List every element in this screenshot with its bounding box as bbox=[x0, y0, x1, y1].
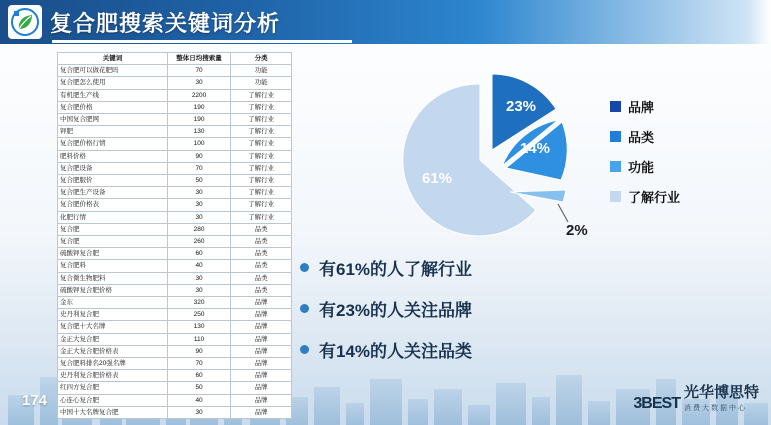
legend-label: 品牌 bbox=[628, 100, 655, 115]
cell-keyword: 中国十大名牌复合肥 bbox=[58, 406, 168, 418]
cell-category: 品牌 bbox=[231, 382, 292, 394]
cell-keyword: 史丹利复合肥价格表 bbox=[58, 370, 168, 382]
table-row bbox=[58, 272, 292, 284]
table-row bbox=[58, 370, 292, 382]
cell-category: 了解行业 bbox=[231, 114, 292, 126]
table-row bbox=[58, 394, 292, 406]
cell-keyword: 肥料价格 bbox=[58, 150, 168, 162]
cell-keyword: 复合肥怎么使用 bbox=[58, 77, 168, 89]
bullet-item bbox=[300, 337, 630, 362]
table-row bbox=[58, 187, 292, 199]
cell-keyword: 心连心复合肥 bbox=[58, 394, 168, 406]
column-header-volume: 整体日均搜索量 bbox=[167, 53, 230, 65]
table-row bbox=[58, 175, 292, 187]
cell-volume: 60 bbox=[167, 248, 230, 260]
cell-volume: 260 bbox=[167, 236, 230, 248]
table-row bbox=[58, 223, 292, 235]
cell-keyword: 化肥行情 bbox=[58, 211, 168, 223]
cell-keyword: 复合肥料 bbox=[58, 260, 168, 272]
cell-volume: 70 bbox=[167, 162, 230, 174]
cell-category: 品牌 bbox=[231, 345, 292, 357]
keyword-table bbox=[57, 52, 292, 419]
cell-category: 了解行业 bbox=[231, 187, 292, 199]
cell-keyword: 复合肥设备 bbox=[58, 162, 168, 174]
chart-legend bbox=[610, 97, 680, 217]
cell-keyword: 复合肥服价 bbox=[58, 175, 168, 187]
table-row bbox=[58, 333, 292, 345]
cell-keyword: 史丹利复合肥 bbox=[58, 309, 168, 321]
legend-item bbox=[610, 127, 680, 146]
slice-label-brand: 23% bbox=[506, 98, 537, 115]
cell-category: 品牌 bbox=[231, 370, 292, 382]
cell-keyword: 硫酸钾复合肥 bbox=[58, 248, 168, 260]
bullet-dot-icon bbox=[300, 345, 309, 354]
table-row bbox=[58, 297, 292, 309]
cell-keyword: 金正大复合肥价格表 bbox=[58, 345, 168, 357]
legend-label: 功能 bbox=[628, 160, 655, 175]
cell-category: 品牌 bbox=[231, 406, 292, 418]
cell-volume: 90 bbox=[167, 150, 230, 162]
cell-category: 品类 bbox=[231, 248, 292, 260]
table-row bbox=[58, 284, 292, 296]
cell-volume: 250 bbox=[167, 309, 230, 321]
table-row bbox=[58, 150, 292, 162]
leaf-circle-logo-icon bbox=[8, 5, 42, 39]
cell-keyword: 复合肥 bbox=[58, 236, 168, 248]
bullet-list bbox=[300, 255, 630, 378]
bullet-dot-icon bbox=[300, 304, 309, 313]
cell-keyword: 复合肥 bbox=[58, 223, 168, 235]
legend-label: 了解行业 bbox=[628, 190, 681, 205]
table-row bbox=[58, 77, 292, 89]
legend-swatch bbox=[610, 191, 621, 202]
cell-volume: 110 bbox=[167, 333, 230, 345]
cell-volume: 70 bbox=[167, 65, 230, 77]
bullet-item bbox=[300, 255, 630, 280]
cell-category: 品牌 bbox=[231, 321, 292, 333]
cell-category: 了解行业 bbox=[231, 126, 292, 138]
table-row bbox=[58, 382, 292, 394]
cell-category: 了解行业 bbox=[231, 175, 292, 187]
table-row bbox=[58, 309, 292, 321]
cell-category: 功能 bbox=[231, 77, 292, 89]
cell-category: 功能 bbox=[231, 65, 292, 77]
cell-category: 品类 bbox=[231, 272, 292, 284]
cell-volume: 30 bbox=[167, 77, 230, 89]
cell-category: 品牌 bbox=[231, 358, 292, 370]
column-header-category: 分类 bbox=[231, 53, 292, 65]
cell-category: 品牌 bbox=[231, 309, 292, 321]
cell-volume: 30 bbox=[167, 187, 230, 199]
table-row bbox=[58, 260, 292, 272]
cell-category: 了解行业 bbox=[231, 162, 292, 174]
cell-keyword: 钾肥 bbox=[58, 126, 168, 138]
cell-volume: 70 bbox=[167, 358, 230, 370]
cell-keyword: 中国复合肥网 bbox=[58, 114, 168, 126]
cell-volume: 130 bbox=[167, 321, 230, 333]
cell-volume: 30 bbox=[167, 284, 230, 296]
legend-swatch bbox=[610, 131, 621, 142]
table-header-row bbox=[58, 53, 292, 65]
cell-keyword: 复合肥十大名牌 bbox=[58, 321, 168, 333]
cell-volume: 100 bbox=[167, 138, 230, 150]
brand-logo bbox=[633, 385, 759, 413]
cell-volume: 30 bbox=[167, 406, 230, 418]
cell-keyword: 复合微生物肥料 bbox=[58, 272, 168, 284]
cell-volume: 50 bbox=[167, 175, 230, 187]
column-header-keyword: 关键词 bbox=[58, 53, 168, 65]
table-row bbox=[58, 406, 292, 418]
table-row bbox=[58, 345, 292, 357]
cell-category: 品牌 bbox=[231, 297, 292, 309]
cell-category: 了解行业 bbox=[231, 101, 292, 113]
bullet-dot-icon bbox=[300, 263, 309, 272]
table-row bbox=[58, 162, 292, 174]
bullet-text: 有61%的人了解行业 bbox=[319, 260, 473, 279]
cell-volume: 130 bbox=[167, 126, 230, 138]
cell-category: 了解行业 bbox=[231, 138, 292, 150]
cell-category: 品类 bbox=[231, 223, 292, 235]
legend-item bbox=[610, 187, 680, 206]
brand-name: 光华博思特 bbox=[683, 384, 759, 401]
cell-keyword: 金正大复合肥 bbox=[58, 333, 168, 345]
cell-keyword: 复合肥生产设备 bbox=[58, 187, 168, 199]
table-row bbox=[58, 126, 292, 138]
table-row bbox=[58, 114, 292, 126]
slice-label-industry: 61% bbox=[422, 170, 453, 187]
cell-keyword: 复合肥料排名20强名牌 bbox=[58, 358, 168, 370]
bullet-item bbox=[300, 296, 630, 321]
cell-keyword: 有机肥生产线 bbox=[58, 89, 168, 101]
cell-keyword: 金东 bbox=[58, 297, 168, 309]
cell-volume: 320 bbox=[167, 297, 230, 309]
cell-volume: 30 bbox=[167, 211, 230, 223]
cell-volume: 90 bbox=[167, 345, 230, 357]
legend-swatch bbox=[610, 161, 621, 172]
legend-label: 品类 bbox=[628, 130, 655, 145]
cell-category: 了解行业 bbox=[231, 89, 292, 101]
table-row bbox=[58, 89, 292, 101]
cell-category: 了解行业 bbox=[231, 211, 292, 223]
bullet-text: 有14%的人关注品类 bbox=[319, 342, 473, 361]
title-underline bbox=[52, 40, 352, 43]
brand-subtitle: 消费大数据中心 bbox=[683, 405, 747, 412]
bullet-text: 有23%的人关注品牌 bbox=[319, 301, 473, 320]
slice-label-category: 14% bbox=[520, 140, 551, 157]
cell-keyword: 复合肥价格行情 bbox=[58, 138, 168, 150]
cell-category: 品牌 bbox=[231, 394, 292, 406]
page-number: 174 bbox=[22, 392, 48, 409]
cell-keyword: 复合肥可以做花肥吗 bbox=[58, 65, 168, 77]
page-title: 复合肥搜索关键词分析 bbox=[50, 10, 281, 36]
slide-header bbox=[0, 0, 771, 44]
cell-volume: 50 bbox=[167, 382, 230, 394]
cell-volume: 280 bbox=[167, 223, 230, 235]
legend-swatch bbox=[610, 101, 621, 112]
cell-category: 品类 bbox=[231, 284, 292, 296]
cell-volume: 190 bbox=[167, 114, 230, 126]
cell-category: 了解行业 bbox=[231, 150, 292, 162]
cell-keyword: 复合肥价格 bbox=[58, 101, 168, 113]
cell-volume: 60 bbox=[167, 370, 230, 382]
cell-keyword: 红四方复合肥 bbox=[58, 382, 168, 394]
legend-item bbox=[610, 97, 680, 116]
cell-category: 品类 bbox=[231, 236, 292, 248]
table-row bbox=[58, 101, 292, 113]
slice-label-function: 2% bbox=[566, 222, 588, 239]
cell-category: 了解行业 bbox=[231, 199, 292, 211]
cell-keyword: 硫酸钾复合肥价格 bbox=[58, 284, 168, 296]
table-row bbox=[58, 358, 292, 370]
brand-mark: 3BEST bbox=[633, 395, 680, 412]
cell-volume: 30 bbox=[167, 199, 230, 211]
cell-category: 品牌 bbox=[231, 333, 292, 345]
legend-item bbox=[610, 157, 680, 176]
cell-volume: 190 bbox=[167, 101, 230, 113]
table-row bbox=[58, 248, 292, 260]
cell-volume: 40 bbox=[167, 394, 230, 406]
table-row bbox=[58, 236, 292, 248]
table-row bbox=[58, 65, 292, 77]
cell-category: 品类 bbox=[231, 260, 292, 272]
table-row bbox=[58, 199, 292, 211]
table-row bbox=[58, 211, 292, 223]
table-row bbox=[58, 138, 292, 150]
cell-volume: 40 bbox=[167, 260, 230, 272]
pie-chart bbox=[360, 62, 620, 252]
cell-volume: 30 bbox=[167, 272, 230, 284]
table-row bbox=[58, 321, 292, 333]
cell-volume: 2200 bbox=[167, 89, 230, 101]
cell-keyword: 复合肥价格表 bbox=[58, 199, 168, 211]
